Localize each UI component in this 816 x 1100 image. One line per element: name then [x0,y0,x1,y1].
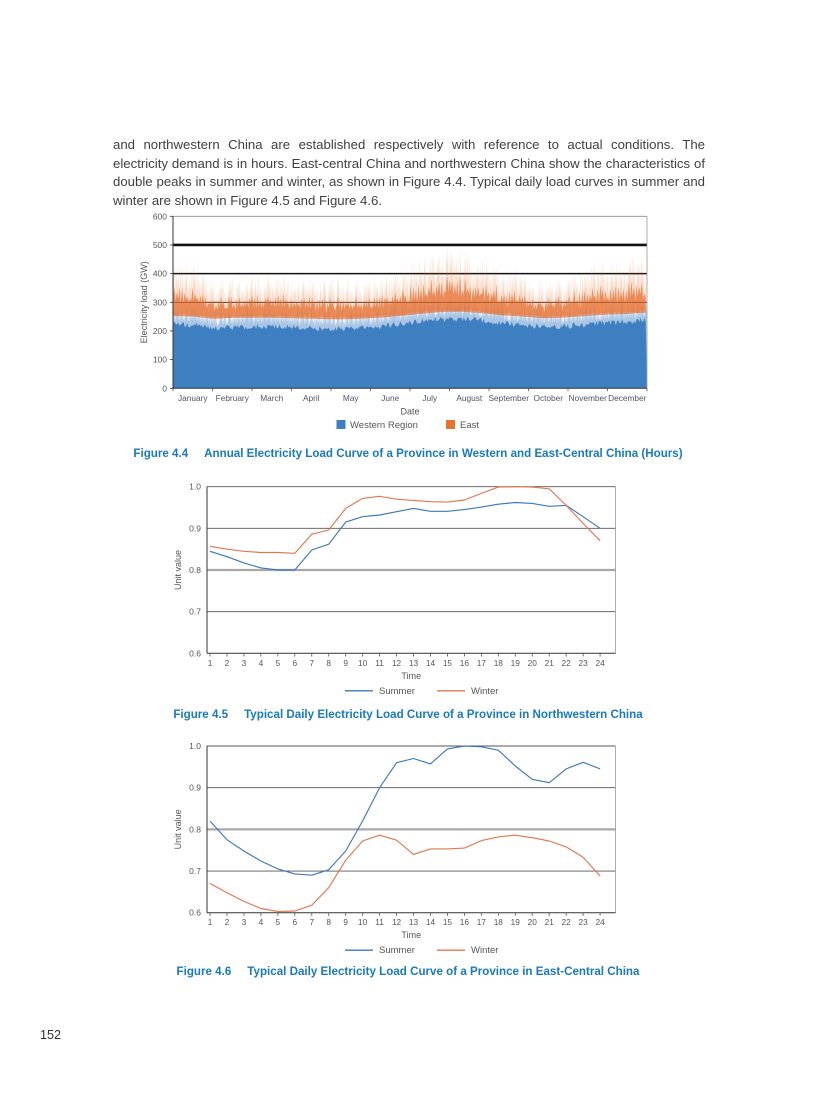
y-tick-label: 0.6 [189,907,201,918]
winter-line [210,835,600,911]
hour-label: 18 [493,917,503,928]
month-label: February [215,392,249,403]
hour-label: 16 [459,657,470,668]
hour-label: 12 [391,917,402,928]
hour-label: 17 [476,917,486,928]
hour-label: 20 [527,917,537,928]
hour-label: 10 [358,657,368,668]
hour-label: 3 [241,917,247,928]
hour-label: 9 [343,657,348,668]
y-tick-label: 0.7 [189,866,201,877]
figure-4-6-caption-title: Typical Daily Electricity Load Curve of a Province in East-Central China [247,965,640,978]
annual-load-chart [0,210,816,442]
y-tick-label: 500 [152,239,167,250]
y-tick-label: 0.7 [189,606,201,617]
hour-label: 8 [326,657,332,668]
hour-label: 10 [358,917,368,928]
hour-label: 14 [425,657,436,668]
hour-label: 8 [326,917,332,928]
hour-label: 13 [408,657,419,668]
x-axis-title: Date [400,406,420,417]
hour-label: 21 [544,917,554,928]
figure-4-6-caption [0,965,816,978]
month-label: August [456,392,483,403]
east-central-daily-load-chart [0,729,816,961]
legend-swatch-western-region [337,420,346,429]
y-tick-label: 0.9 [189,782,201,793]
x-axis-title: Time [401,930,422,941]
legend-label-east: East [460,420,480,431]
northwestern-daily-load-chart [0,470,816,702]
y-tick-label: 100 [152,354,167,365]
hour-label: 17 [476,657,486,668]
month-label: June [381,392,400,403]
month-label: October [533,392,564,403]
hour-label: 24 [595,657,605,668]
legend-label-winter: Winter [471,685,499,697]
y-tick-label: 0.9 [189,523,201,534]
figure-4-5-caption-title: Typical Daily Electricity Load Curve of a Province in Northwestern China [244,708,643,721]
hour-label: 4 [258,657,264,668]
hour-label: 23 [578,917,588,928]
month-label: April [302,392,320,403]
y-tick-label: 0 [162,383,167,394]
legend-label-winter: Winter [471,945,499,957]
summer-line [210,746,600,875]
hour-label: 2 [224,657,230,668]
month-label: January [177,392,208,403]
hour-label: 13 [408,917,419,928]
legend-label-summer: Summer [379,685,415,697]
figure-4-5-caption-label: Figure 4.5 [173,708,229,721]
y-tick-label: 0.8 [189,565,201,575]
hour-label: 24 [595,917,605,928]
x-axis-title: Time [401,670,422,681]
y-tick-label: 0.6 [189,648,201,659]
hour-label: 20 [527,657,537,668]
hour-label: 19 [510,917,520,928]
legend-label-western-region: Western Region [350,420,418,431]
legend-swatch-east [446,420,455,429]
hour-label: 6 [292,657,298,668]
y-axis-title: Unit value [173,809,183,850]
month-label: March [260,392,284,403]
hour-label: 22 [561,657,571,668]
hour-label: 9 [343,917,348,928]
hour-label: 18 [493,657,503,668]
hour-label: 22 [561,917,571,928]
hour-label: 15 [442,657,453,668]
figure-4-5-caption [0,708,816,721]
y-tick-label: 1.0 [189,741,201,751]
figure-4-4-caption-title: Annual Electricity Load Curve of a Province in Western and East-Central China (Hours) [204,447,683,460]
y-tick-label: 200 [152,325,167,336]
figure-4-4-caption-label: Figure 4.4 [133,447,189,460]
hour-label: 15 [442,917,453,928]
summer-line [210,503,600,571]
month-label: September [488,392,530,403]
hour-label: 3 [241,657,247,668]
hour-label: 5 [275,657,281,668]
y-tick-label: 600 [152,211,167,222]
hour-label: 4 [258,917,264,928]
figure-4-4-caption [0,447,816,460]
month-label: November [568,392,607,403]
y-tick-label: 1.0 [189,481,201,492]
page-number: 152 [40,1028,62,1042]
month-label: December [608,392,647,403]
hour-label: 7 [309,657,315,668]
hour-label: 1 [207,657,213,668]
hour-label: 16 [459,917,470,928]
figure-4-6-caption-label: Figure 4.6 [176,965,232,978]
month-label: July [422,392,438,403]
y-axis-title: Electricity load (GW) [139,261,149,344]
y-tick-label: 400 [152,268,167,279]
hour-label: 12 [391,657,402,668]
hour-label: 11 [375,657,384,668]
hour-label: 1 [207,917,213,928]
y-tick-label: 0.8 [189,824,201,835]
y-axis-title: Unit value [173,549,183,591]
legend-label-summer: Summer [379,945,415,957]
hour-label: 14 [425,917,436,928]
hour-label: 21 [544,657,554,668]
hour-label: 11 [375,917,384,928]
y-tick-label: 300 [152,297,167,308]
winter-line [210,487,600,554]
body-paragraph: and northwestern China are established respectively with reference to actual conditions. The electricity demand is in hours. East-central China and northwestern China show the characteristics of double peaks in summer and winter, as shown in Figure 4.4. Typical daily load curves in summer and winter are shown in Figure 4.5 and Figure 4.6. [113,137,705,208]
hour-label: 5 [275,917,281,928]
hour-label: 7 [309,917,315,928]
hour-label: 19 [510,657,520,668]
hour-label: 2 [224,917,230,928]
hour-label: 23 [578,657,588,668]
hour-label: 6 [292,917,298,928]
month-label: May [342,392,359,403]
